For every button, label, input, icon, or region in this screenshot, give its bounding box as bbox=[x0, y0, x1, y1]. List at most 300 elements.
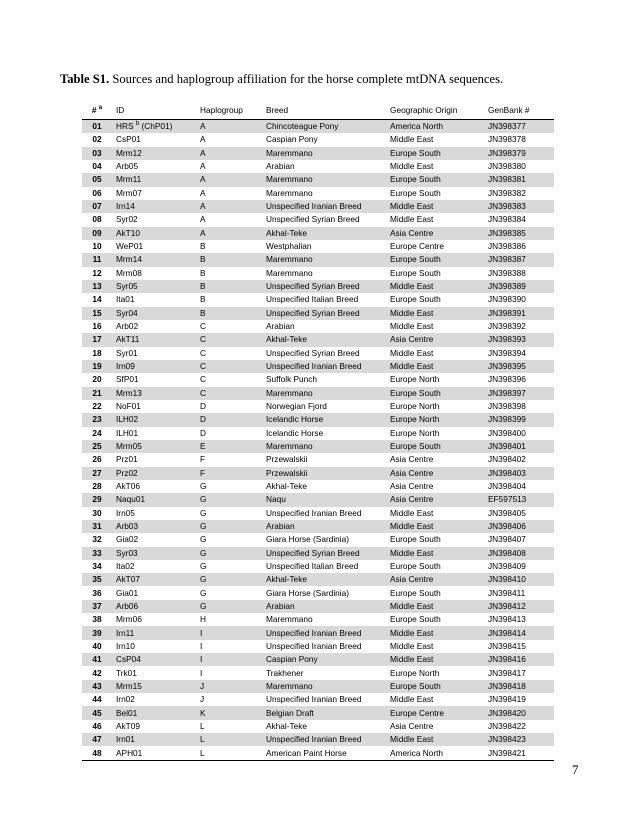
cell-breed: Maremmano bbox=[262, 440, 386, 453]
cell-number: 43 bbox=[82, 680, 112, 693]
cell-genbank: JN398380 bbox=[488, 161, 526, 172]
cell-id: Mrm15 bbox=[112, 680, 196, 693]
table-row bbox=[82, 293, 554, 306]
header-genbank: GenBank # bbox=[484, 100, 554, 120]
table-row bbox=[82, 666, 554, 679]
cell-haplogroup: A bbox=[200, 187, 206, 198]
cell-haplogroup: K bbox=[196, 706, 262, 719]
cell-breed: Giara Horse (Sardinia) bbox=[266, 534, 349, 545]
cell-haplogroup: B bbox=[200, 267, 206, 278]
cell-number: 35 bbox=[82, 573, 112, 586]
cell-haplogroup: C bbox=[196, 387, 262, 400]
cell-breed: Akhal-Teke bbox=[262, 227, 386, 240]
cell-geographic-origin: Asia Centre bbox=[386, 467, 484, 480]
cell-number: 20 bbox=[92, 374, 102, 385]
cell-breed: Unspecified Iranian Breed bbox=[266, 640, 362, 651]
cell-breed: Przewalskii bbox=[262, 467, 386, 480]
cell-haplogroup: A bbox=[200, 161, 206, 172]
cell-breed: Akhal-Teke bbox=[266, 720, 308, 731]
cell-genbank: JN398395 bbox=[484, 360, 554, 373]
cell-id: Irn02 bbox=[116, 694, 135, 705]
cell-genbank: JN398388 bbox=[488, 267, 526, 278]
cell-number: 13 bbox=[82, 280, 112, 293]
cell-id: SfP01 bbox=[116, 374, 139, 385]
cell-haplogroup: B bbox=[200, 294, 206, 305]
cell-geographic-origin: Asia Centre bbox=[386, 333, 484, 346]
cell-id: Irn01 bbox=[112, 733, 196, 746]
cell-breed: Suffolk Punch bbox=[266, 374, 318, 385]
cell-genbank: JN398420 bbox=[484, 706, 554, 719]
cell-genbank: JN398404 bbox=[488, 481, 526, 492]
cell-id: Mrm05 bbox=[112, 440, 196, 453]
cell-haplogroup: G bbox=[200, 481, 207, 492]
cell-id-suffix: (ChP01) bbox=[139, 121, 173, 132]
cell-id: CsP01 bbox=[116, 134, 141, 145]
cell-genbank: JN398378 bbox=[488, 134, 526, 145]
cell-geographic-origin: Middle East bbox=[390, 507, 434, 518]
table-row bbox=[82, 400, 554, 413]
haplogroup-table bbox=[82, 100, 554, 761]
cell-geographic-origin: Europe South bbox=[386, 173, 484, 186]
table-row bbox=[82, 267, 554, 280]
cell-id: Irn14 bbox=[112, 200, 196, 213]
cell-id: Irn11 bbox=[112, 626, 196, 639]
cell-genbank: JN398411 bbox=[488, 587, 526, 598]
cell-genbank: JN398389 bbox=[484, 280, 554, 293]
cell-breed: Caspian Pony bbox=[262, 653, 386, 666]
cell-genbank: JN398403 bbox=[484, 467, 554, 480]
cell-genbank: JN398407 bbox=[488, 534, 526, 545]
cell-geographic-origin: Middle East bbox=[390, 694, 434, 705]
cell-genbank: JN398421 bbox=[484, 746, 554, 760]
cell-genbank: JN398419 bbox=[488, 694, 526, 705]
cell-breed: Maremmano bbox=[262, 253, 386, 266]
cell-number: 25 bbox=[82, 440, 112, 453]
cell-haplogroup: J bbox=[200, 694, 205, 705]
cell-haplogroup: I bbox=[200, 667, 203, 678]
cell-geographic-origin: Europe Centre bbox=[390, 241, 444, 252]
cell-geographic-origin: Europe South bbox=[386, 680, 484, 693]
cell-id: Gia02 bbox=[116, 534, 139, 545]
cell-breed: Westphalian bbox=[266, 241, 312, 252]
cell-genbank: JN398415 bbox=[488, 640, 526, 651]
cell-number: 47 bbox=[82, 733, 112, 746]
table-row bbox=[82, 147, 554, 160]
header-breed: Breed bbox=[262, 100, 386, 120]
cell-breed: Maremmano bbox=[266, 614, 313, 625]
cell-haplogroup: A bbox=[196, 173, 262, 186]
cell-breed: American Paint Horse bbox=[262, 746, 386, 760]
table-row bbox=[82, 427, 554, 440]
cell-haplogroup: A bbox=[196, 200, 262, 213]
cell-id: Prz02 bbox=[112, 467, 196, 480]
cell-haplogroup: G bbox=[196, 520, 262, 533]
cell-genbank: JN398416 bbox=[484, 653, 554, 666]
cell-geographic-origin: Middle East bbox=[386, 653, 484, 666]
cell-haplogroup: D bbox=[196, 413, 262, 426]
cell-breed: Maremmano bbox=[266, 267, 313, 278]
cell-breed: Chincoteague Pony bbox=[262, 120, 386, 134]
cell-breed: Maremmano bbox=[262, 173, 386, 186]
cell-geographic-origin: Asia Centre bbox=[390, 454, 434, 465]
cell-id: Syr01 bbox=[116, 347, 138, 358]
cell-number: 23 bbox=[82, 413, 112, 426]
cell-breed: Arabian bbox=[266, 321, 295, 332]
table-row bbox=[82, 320, 554, 333]
cell-geographic-origin: Europe South bbox=[390, 267, 441, 278]
cell-id: AkT11 bbox=[112, 333, 196, 346]
cell-haplogroup: G bbox=[196, 547, 262, 560]
table-row bbox=[82, 187, 554, 200]
cell-number: 16 bbox=[92, 321, 102, 332]
cell-haplogroup: G bbox=[200, 534, 207, 545]
table-caption bbox=[60, 72, 620, 87]
cell-id: CsP04 bbox=[112, 653, 196, 666]
cell-number: 19 bbox=[82, 360, 112, 373]
cell-breed: Akhal-Teke bbox=[262, 333, 386, 346]
cell-geographic-origin: Middle East bbox=[386, 280, 484, 293]
cell-number: 31 bbox=[82, 520, 112, 533]
cell-genbank: JN398394 bbox=[488, 347, 526, 358]
cell-geographic-origin: Europe South bbox=[386, 253, 484, 266]
cell-genbank: JN398409 bbox=[488, 560, 526, 571]
table-row bbox=[82, 586, 554, 599]
cell-number: 46 bbox=[92, 720, 102, 731]
cell-genbank: JN398423 bbox=[484, 733, 554, 746]
cell-geographic-origin: Middle East bbox=[386, 547, 484, 560]
cell-number: 27 bbox=[82, 467, 112, 480]
table-row bbox=[82, 733, 554, 746]
cell-number: 24 bbox=[92, 427, 102, 438]
cell-number: 12 bbox=[92, 267, 102, 278]
cell-number: 36 bbox=[92, 587, 102, 598]
cell-haplogroup: B bbox=[196, 307, 262, 320]
header-haplogroup: Haplogroup bbox=[196, 100, 262, 120]
cell-breed: Arabian bbox=[262, 520, 386, 533]
cell-id: Prz01 bbox=[116, 454, 138, 465]
cell-number: 39 bbox=[82, 626, 112, 639]
cell-breed: Unspecified Iranian Breed bbox=[262, 626, 386, 639]
cell-id: APH01 bbox=[112, 746, 196, 760]
cell-geographic-origin: America North bbox=[386, 120, 484, 134]
cell-number: 38 bbox=[92, 614, 102, 625]
cell-geographic-origin: Middle East bbox=[390, 347, 434, 358]
cell-id: Syr05 bbox=[112, 280, 196, 293]
table-row bbox=[82, 387, 554, 400]
cell-haplogroup: I bbox=[196, 626, 262, 639]
table-row bbox=[82, 413, 554, 426]
cell-genbank: JN398384 bbox=[488, 214, 526, 225]
cell-genbank: JN398382 bbox=[488, 187, 526, 198]
cell-genbank: JN398385 bbox=[484, 227, 554, 240]
table-row bbox=[82, 373, 554, 386]
cell-id: Ita01 bbox=[116, 294, 135, 305]
cell-geographic-origin: Middle East bbox=[386, 600, 484, 613]
table-row bbox=[82, 440, 554, 453]
cell-geographic-origin: Europe North bbox=[390, 374, 440, 385]
cell-genbank: JN398392 bbox=[488, 321, 526, 332]
cell-number: 09 bbox=[82, 227, 112, 240]
table-row bbox=[82, 160, 554, 173]
cell-genbank: JN398379 bbox=[484, 147, 554, 160]
cell-genbank: JN398393 bbox=[484, 333, 554, 346]
cell-geographic-origin: America North bbox=[386, 746, 484, 760]
cell-genbank: JN398387 bbox=[484, 253, 554, 266]
cell-geographic-origin: Middle East bbox=[390, 161, 434, 172]
cell-haplogroup: L bbox=[196, 733, 262, 746]
page-number: 7 bbox=[572, 762, 579, 777]
cell-id: Syr04 bbox=[112, 307, 196, 320]
cell-id bbox=[112, 120, 196, 134]
table-row bbox=[82, 600, 554, 613]
cell-haplogroup: I bbox=[196, 653, 262, 666]
table-row bbox=[82, 493, 554, 506]
cell-id: Irn10 bbox=[116, 640, 135, 651]
cell-breed: Icelandic Horse bbox=[266, 427, 324, 438]
cell-geographic-origin: Europe South bbox=[390, 294, 441, 305]
cell-breed: Icelandic Horse bbox=[262, 413, 386, 426]
cell-haplogroup: C bbox=[200, 347, 206, 358]
cell-id-footnote: b bbox=[135, 121, 140, 128]
cell-number: 07 bbox=[82, 200, 112, 213]
cell-number: 29 bbox=[82, 493, 112, 506]
cell-id: Irn05 bbox=[116, 507, 135, 518]
cell-genbank: JN398406 bbox=[484, 520, 554, 533]
table-row bbox=[82, 133, 554, 146]
cell-haplogroup: B bbox=[196, 280, 262, 293]
cell-haplogroup: C bbox=[196, 360, 262, 373]
cell-number: 01 bbox=[82, 120, 112, 134]
table-row bbox=[82, 173, 554, 186]
cell-genbank: JN398413 bbox=[488, 614, 526, 625]
cell-haplogroup: L bbox=[196, 746, 262, 760]
table-row bbox=[82, 200, 554, 213]
cell-geographic-origin: Asia Centre bbox=[390, 481, 434, 492]
cell-number: 04 bbox=[92, 161, 102, 172]
cell-haplogroup: G bbox=[200, 560, 207, 571]
table-row bbox=[82, 547, 554, 560]
cell-breed: Arabian bbox=[266, 161, 295, 172]
cell-id: ILH02 bbox=[112, 413, 196, 426]
cell-breed: Unspecified Italian Breed bbox=[266, 560, 359, 571]
cell-id: Mrm08 bbox=[116, 267, 142, 278]
header-id: ID bbox=[112, 100, 196, 120]
cell-haplogroup: G bbox=[200, 587, 207, 598]
table-row bbox=[82, 360, 554, 373]
cell-geographic-origin: Europe South bbox=[390, 560, 441, 571]
cell-haplogroup: A bbox=[196, 120, 262, 134]
cell-breed: Unspecified Iranian Breed bbox=[262, 360, 386, 373]
cell-geographic-origin: Middle East bbox=[386, 520, 484, 533]
cell-haplogroup: A bbox=[196, 147, 262, 160]
cell-geographic-origin: Asia Centre bbox=[386, 493, 484, 506]
cell-genbank: JN398402 bbox=[488, 454, 526, 465]
cell-number: 28 bbox=[92, 481, 102, 492]
cell-id: Trk01 bbox=[116, 667, 137, 678]
cell-geographic-origin: Europe South bbox=[386, 387, 484, 400]
cell-id: Mrm11 bbox=[112, 173, 196, 186]
cell-haplogroup: I bbox=[200, 640, 203, 651]
cell-id: ILH01 bbox=[116, 427, 139, 438]
cell-geographic-origin: Middle East bbox=[390, 640, 434, 651]
cell-breed: Akhal-Teke bbox=[262, 573, 386, 586]
cell-breed: Unspecified Syrian Breed bbox=[266, 214, 360, 225]
cell-id: Arb05 bbox=[116, 161, 139, 172]
cell-id: Irn09 bbox=[112, 360, 196, 373]
cell-genbank: JN398410 bbox=[484, 573, 554, 586]
cell-genbank: JN398381 bbox=[484, 173, 554, 186]
table-row bbox=[82, 453, 554, 466]
cell-number: 03 bbox=[82, 147, 112, 160]
cell-number: 37 bbox=[82, 600, 112, 613]
table-row bbox=[82, 680, 554, 693]
cell-genbank: EF597513 bbox=[484, 493, 554, 506]
cell-haplogroup: C bbox=[200, 374, 206, 385]
cell-id: NoF01 bbox=[116, 401, 141, 412]
cell-genbank: JN398377 bbox=[484, 120, 554, 134]
cell-geographic-origin: Middle East bbox=[386, 733, 484, 746]
table-body bbox=[82, 120, 554, 761]
cell-id: Syr03 bbox=[112, 547, 196, 560]
cell-number: 18 bbox=[92, 347, 102, 358]
cell-breed: Unspecified Iranian Breed bbox=[266, 507, 362, 518]
table-row bbox=[82, 507, 554, 520]
cell-geographic-origin: Europe South bbox=[390, 587, 441, 598]
table-row bbox=[82, 533, 554, 546]
cell-geographic-origin: Europe North bbox=[390, 667, 440, 678]
cell-genbank: JN398383 bbox=[484, 200, 554, 213]
cell-genbank: JN398397 bbox=[484, 387, 554, 400]
cell-geographic-origin: Middle East bbox=[390, 134, 434, 145]
cell-number: 33 bbox=[82, 547, 112, 560]
cell-geographic-origin: Middle East bbox=[386, 200, 484, 213]
cell-breed: Naqu bbox=[262, 493, 386, 506]
cell-number: 32 bbox=[92, 534, 102, 545]
cell-geographic-origin: Middle East bbox=[386, 307, 484, 320]
table-row bbox=[82, 720, 554, 733]
cell-haplogroup: L bbox=[200, 720, 205, 731]
cell-haplogroup: F bbox=[196, 467, 262, 480]
cell-genbank: JN398408 bbox=[484, 547, 554, 560]
cell-haplogroup: E bbox=[196, 440, 262, 453]
cell-haplogroup: G bbox=[196, 573, 262, 586]
cell-geographic-origin: Asia Centre bbox=[386, 227, 484, 240]
cell-id: Mrm07 bbox=[116, 187, 142, 198]
cell-genbank: JN398412 bbox=[484, 600, 554, 613]
cell-haplogroup: A bbox=[200, 214, 206, 225]
table-row bbox=[82, 120, 554, 134]
cell-breed: Trakhener bbox=[266, 667, 304, 678]
table-row bbox=[82, 560, 554, 573]
cell-geographic-origin: Europe South bbox=[386, 147, 484, 160]
cell-haplogroup: C bbox=[200, 321, 206, 332]
cell-number: 14 bbox=[92, 294, 102, 305]
cell-breed: Maremmano bbox=[266, 187, 313, 198]
cell-haplogroup: G bbox=[196, 493, 262, 506]
cell-haplogroup: B bbox=[200, 241, 206, 252]
cell-genbank: JN398391 bbox=[484, 307, 554, 320]
table-row bbox=[82, 626, 554, 639]
cell-number: 40 bbox=[92, 640, 102, 651]
cell-number: 05 bbox=[82, 173, 112, 186]
caption-label: Table S1. bbox=[60, 72, 110, 86]
cell-number: 08 bbox=[92, 214, 102, 225]
cell-genbank: JN398396 bbox=[488, 374, 526, 385]
cell-breed: Unspecified Iranian Breed bbox=[262, 733, 386, 746]
table-row bbox=[82, 706, 554, 719]
cell-number: 26 bbox=[92, 454, 102, 465]
cell-genbank: JN398405 bbox=[488, 507, 526, 518]
cell-number: 15 bbox=[82, 307, 112, 320]
header-number-footnote: a bbox=[98, 104, 103, 111]
table-row bbox=[82, 227, 554, 240]
cell-genbank: JN398422 bbox=[488, 720, 526, 731]
table-row bbox=[82, 347, 554, 360]
cell-genbank: JN398386 bbox=[488, 241, 526, 252]
cell-id: Arb02 bbox=[116, 321, 139, 332]
cell-haplogroup: D bbox=[200, 427, 206, 438]
cell-genbank: JN398417 bbox=[488, 667, 526, 678]
cell-geographic-origin: Europe North bbox=[386, 413, 484, 426]
table-row bbox=[82, 693, 554, 706]
cell-id: AkT09 bbox=[116, 720, 140, 731]
cell-geographic-origin: Asia Centre bbox=[390, 720, 434, 731]
cell-haplogroup: A bbox=[200, 134, 206, 145]
cell-id: WeP01 bbox=[116, 241, 144, 252]
cell-breed: Akhal-Teke bbox=[266, 481, 308, 492]
cell-geographic-origin: Asia Centre bbox=[386, 573, 484, 586]
cell-id: Mrm14 bbox=[112, 253, 196, 266]
cell-number: 48 bbox=[82, 746, 112, 760]
cell-breed: Unspecified Italian Breed bbox=[266, 294, 359, 305]
cell-haplogroup: B bbox=[196, 253, 262, 266]
cell-geographic-origin: Europe North bbox=[390, 401, 440, 412]
cell-genbank: JN398398 bbox=[488, 401, 526, 412]
cell-geographic-origin: Middle East bbox=[386, 626, 484, 639]
cell-breed: Unspecified Syrian Breed bbox=[262, 307, 386, 320]
caption-text: Sources and haplogroup affiliation for the horse complete mtDNA sequences. bbox=[109, 72, 504, 86]
cell-geographic-origin: Middle East bbox=[390, 321, 434, 332]
cell-id: Mrm12 bbox=[112, 147, 196, 160]
cell-breed: Giara Horse (Sardinia) bbox=[266, 587, 349, 598]
cell-breed: Maremmano bbox=[262, 147, 386, 160]
cell-breed: Norwegian Fjord bbox=[266, 401, 327, 412]
cell-number: 21 bbox=[82, 387, 112, 400]
cell-haplogroup: D bbox=[200, 401, 206, 412]
cell-geographic-origin: Europe South bbox=[390, 187, 441, 198]
cell-id: AkT10 bbox=[112, 227, 196, 240]
cell-id: Bel01 bbox=[112, 706, 196, 719]
cell-id: Gia01 bbox=[116, 587, 139, 598]
cell-number: 22 bbox=[92, 401, 102, 412]
cell-id: Ita02 bbox=[116, 560, 135, 571]
cell-number: 42 bbox=[92, 667, 102, 678]
cell-number: 34 bbox=[92, 560, 102, 571]
cell-geographic-origin: Europe South bbox=[390, 534, 441, 545]
cell-haplogroup: G bbox=[196, 600, 262, 613]
table-row bbox=[82, 240, 554, 253]
cell-id-text: HRS bbox=[116, 121, 134, 132]
cell-genbank: JN398390 bbox=[488, 294, 526, 305]
cell-number: 45 bbox=[82, 706, 112, 719]
table-header-row bbox=[82, 100, 554, 120]
cell-id: Arb06 bbox=[112, 600, 196, 613]
cell-id: Mrm06 bbox=[116, 614, 142, 625]
cell-number: 10 bbox=[92, 241, 102, 252]
table-row bbox=[82, 307, 554, 320]
cell-id: AkT07 bbox=[112, 573, 196, 586]
cell-number: 30 bbox=[92, 507, 102, 518]
